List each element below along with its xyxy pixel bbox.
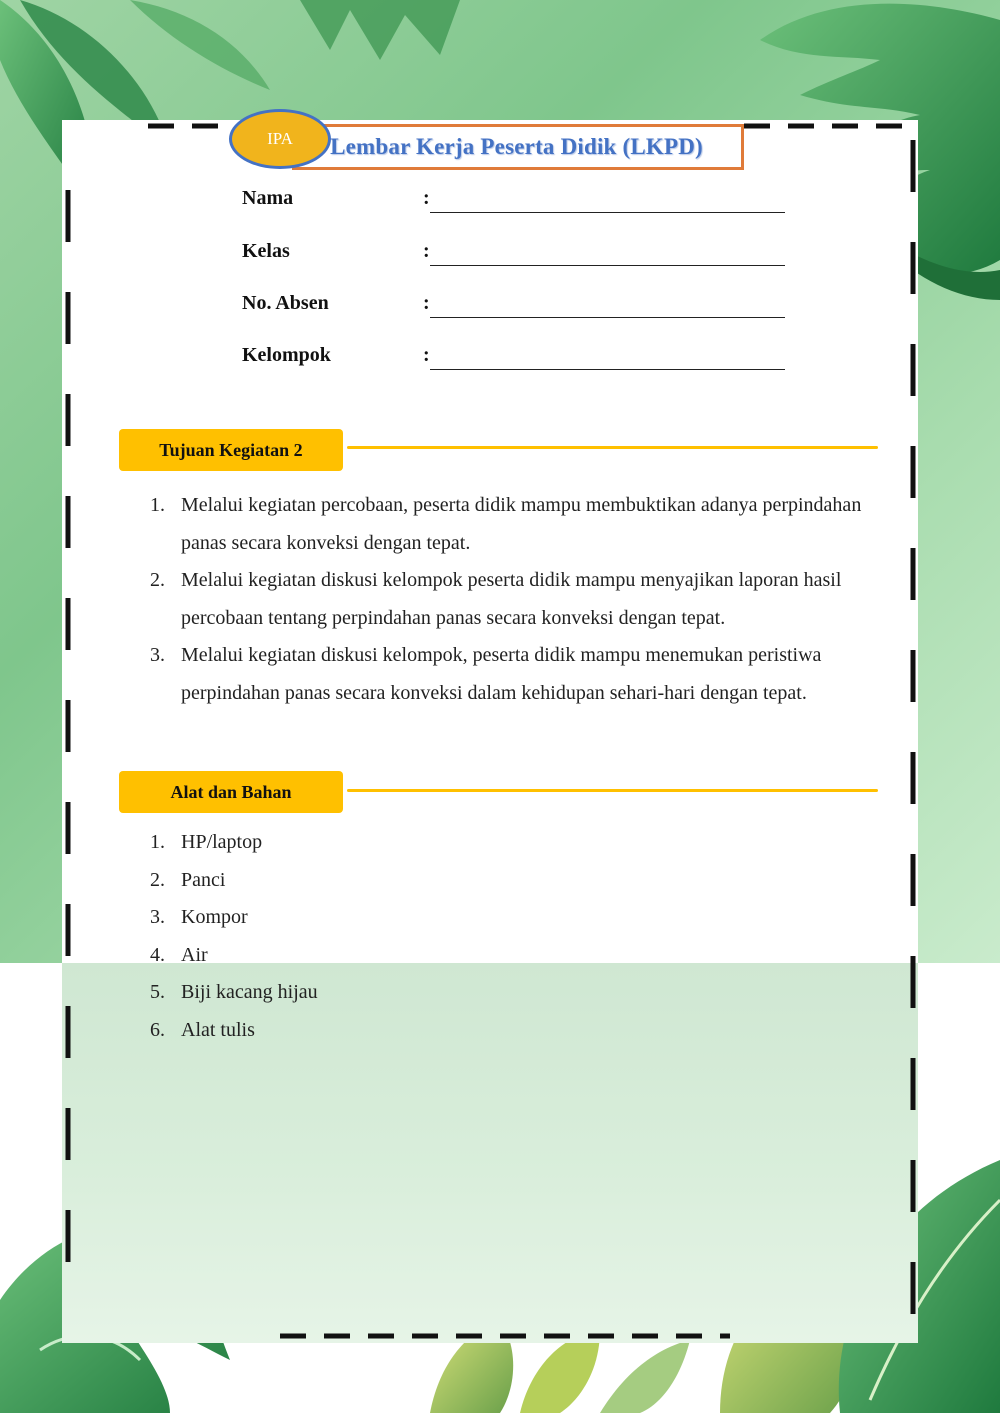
list-text: Biji kacang hijau — [181, 981, 318, 1003]
list-text: Alat tulis — [181, 1018, 255, 1041]
list-number: 3. — [150, 906, 165, 928]
field-label: Kelompok — [242, 344, 331, 366]
list-number: 2. — [150, 868, 165, 891]
materials-heading: Alat dan Bahan — [170, 781, 292, 802]
field-label: No. Absen — [242, 292, 329, 314]
field-label: Kelas — [242, 240, 290, 262]
title-banner — [292, 124, 744, 170]
materials-list — [140, 824, 885, 1049]
list-text: Melalui kegiatan percobaan, peserta didik mampu membuktikan adanya perpindahan panas secara konveksi dengan tepat. — [181, 494, 862, 554]
field-input-line[interactable] — [430, 369, 785, 370]
field-input-line[interactable] — [430, 212, 785, 213]
field-kelas[interactable] — [242, 240, 802, 270]
materials-rule — [347, 789, 878, 792]
materials-heading-tag — [119, 771, 343, 813]
list-text: Air — [181, 943, 208, 966]
list-item — [140, 562, 885, 637]
list-number: 4. — [150, 943, 165, 966]
list-number: 1. — [150, 831, 165, 853]
field-colon: : — [423, 292, 430, 314]
objectives-list — [140, 487, 885, 712]
list-number: 6. — [150, 1018, 165, 1041]
field-label: Nama — [242, 187, 294, 209]
worksheet-title: Lembar Kerja Peserta Didik (LKPD) — [330, 134, 703, 159]
field-colon: : — [423, 240, 430, 262]
field-colon: : — [423, 187, 430, 209]
list-number: 5. — [150, 981, 165, 1003]
list-text: Melalui kegiatan diskusi kelompok peserta didik mampu menyajikan laporan hasil percobaan tentang perpindahan panas secara konveksi dengan tepat. — [181, 569, 842, 629]
list-item — [140, 899, 885, 937]
list-number: 2. — [150, 569, 165, 591]
subject-badge-label: IPA — [267, 129, 293, 148]
field-input-line[interactable] — [430, 317, 785, 318]
list-item — [140, 1012, 885, 1050]
objectives-heading: Tujuan Kegiatan 2 — [159, 439, 303, 460]
list-text: Kompor — [181, 906, 248, 928]
field-input-line[interactable] — [430, 265, 785, 266]
list-text: Panci — [181, 868, 226, 891]
list-item — [140, 487, 885, 562]
list-text: Melalui kegiatan diskusi kelompok, peserta didik mampu menemukan peristiwa perpindahan panas secara konveksi dalam kehidupan sehari-hari dengan tepat. — [181, 644, 822, 704]
field-no-absen[interactable] — [242, 292, 802, 322]
list-number: 3. — [150, 644, 165, 666]
list-item — [140, 862, 885, 900]
objectives-rule — [347, 446, 878, 449]
field-colon: : — [423, 344, 430, 366]
list-item — [140, 824, 885, 862]
subject-badge — [229, 109, 331, 169]
list-text: HP/laptop — [181, 831, 263, 853]
list-item — [140, 937, 885, 975]
objectives-heading-tag — [119, 429, 343, 471]
field-nama[interactable] — [242, 187, 802, 217]
list-item — [140, 637, 885, 712]
list-item — [140, 974, 885, 1012]
list-number: 1. — [150, 494, 165, 516]
field-kelompok[interactable] — [242, 344, 802, 374]
